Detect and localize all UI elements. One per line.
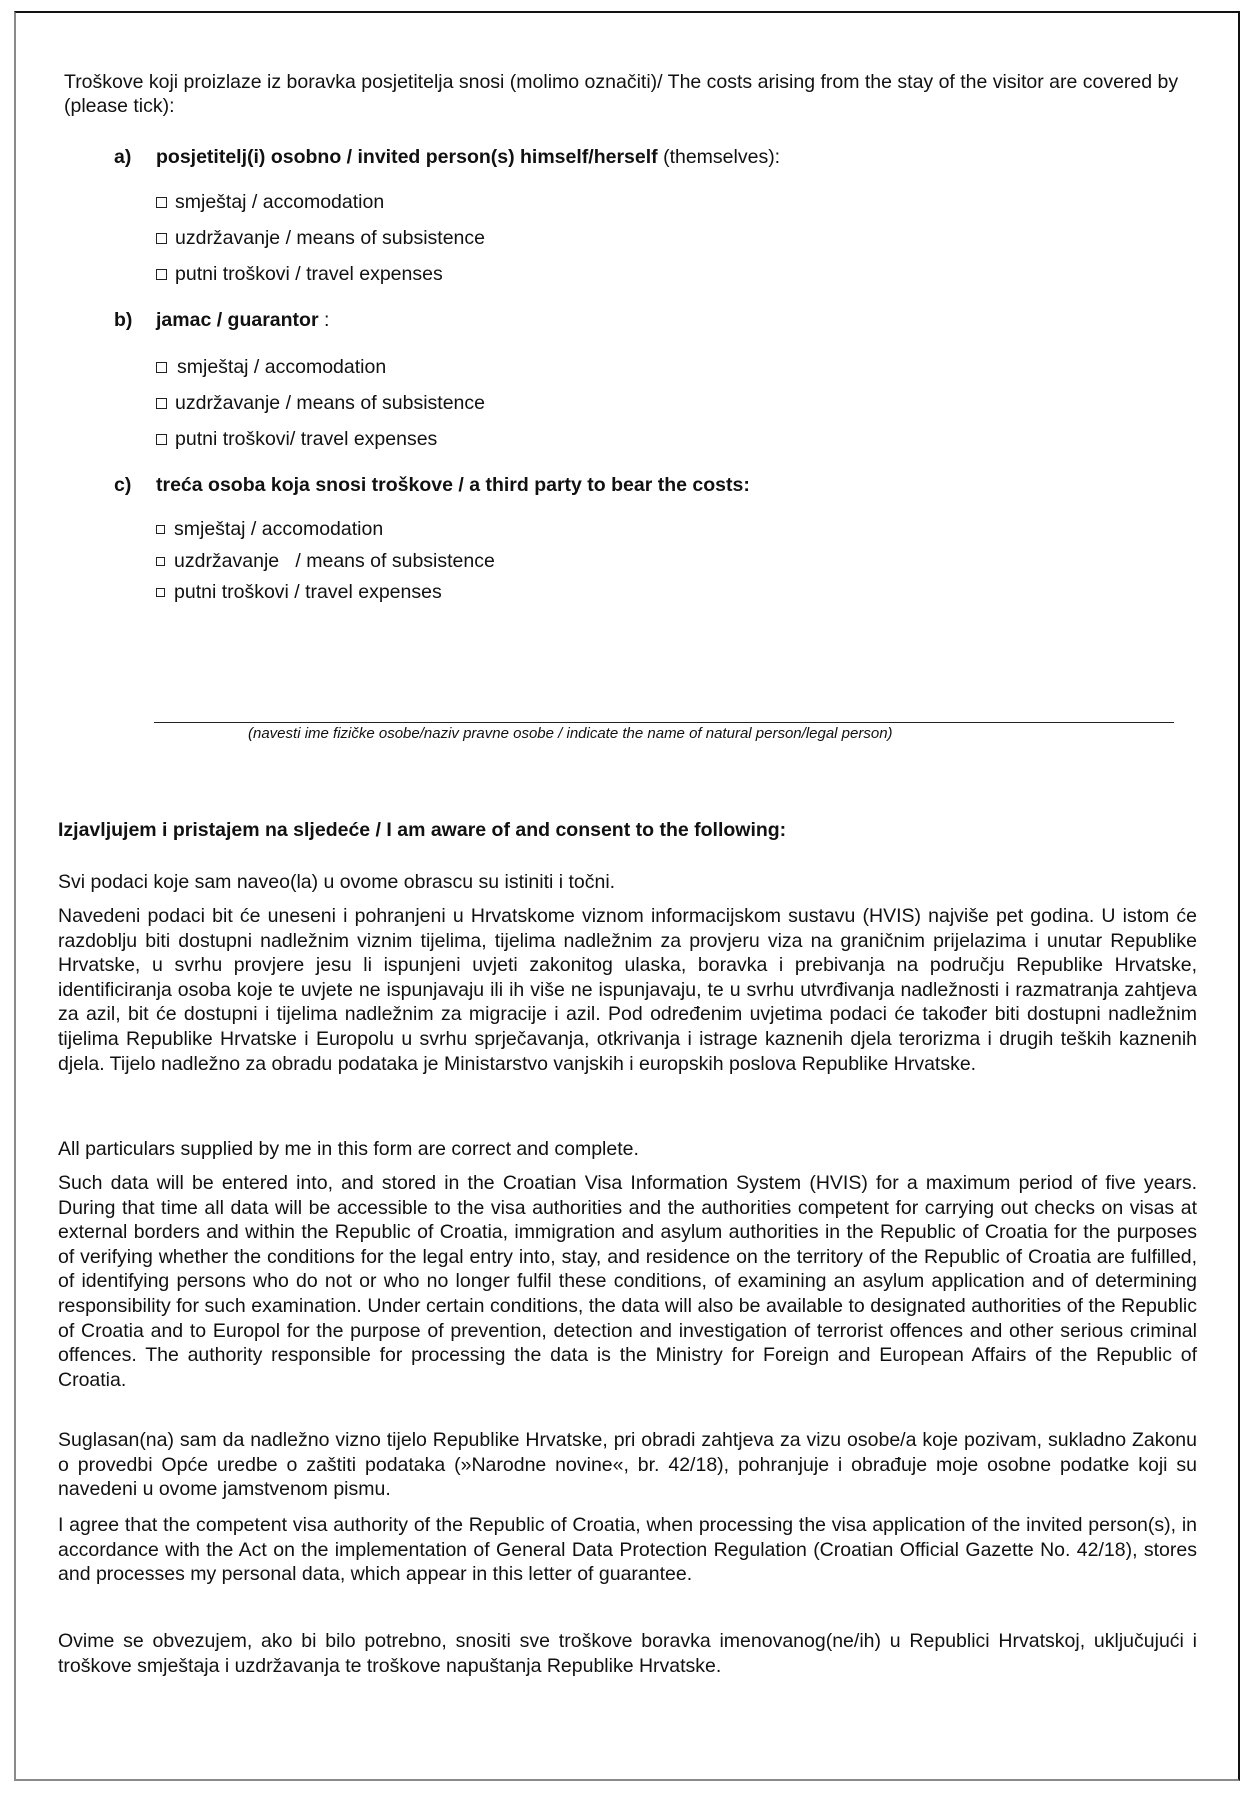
checkbox-empty-icon[interactable]: [156, 197, 167, 208]
option-b-subsistence[interactable]: [156, 392, 485, 415]
option-a-accommodation[interactable]: [156, 191, 384, 214]
consent-paragraph-hr-hvis: Navedeni podaci bit će uneseni i pohranjeni u Hrvatskome viznom informacijskom sustavu (HVIS) najviše pet godina. U istom će razdoblju biti dostupni nadležnim viznim tijelima, tijelima nadležnim za provjeru viza na graničnim prijelazima i unutar Republike Hrvatske, u svrhu provjere jesu li ispunjeni uvjeti zakonitog ulaska, boravka i prebivanja na području Republike Hrvatske, identificiranja osoba koje te uvjete ne ispunjavaju ili ih više ne ispunjavaju, te u svrhu utvrđivanja nadležnosti i razmatranja zahtjeva za azil, bit će dostupni i tijelima nadležnim za migracije i azil. Pod određenim uvjetima podaci će također biti dostupni nadležnim tijelima Republike Hrvatske i Europolu u svrhu sprječavanja, otkrivanja i istrage kaznenih djela terorizma i drugih teških kaznenih djela. Tijelo nadležno za obradu podataka je Ministarstvo vanjskih i europskih poslova Republike Hrvatske.: [58, 905, 1197, 1075]
checkbox-empty-icon[interactable]: [156, 398, 167, 409]
option-label: uzdržavanje / means of subsistence: [174, 550, 495, 572]
option-label: uzdržavanje / means of subsistence: [175, 392, 486, 414]
section-a-title-bold: posjetitelj(i) osobno / invited person(s) himself/herself: [156, 146, 658, 168]
section-b-label: b): [114, 309, 133, 331]
consent-paragraph-en-correct: All particulars supplied by me in this form are correct and complete.: [58, 1138, 639, 1160]
document-page: [14, 11, 1240, 1781]
option-c-accommodation[interactable]: [156, 518, 383, 541]
section-b-title: [156, 309, 329, 332]
checkbox-empty-icon[interactable]: [156, 269, 167, 280]
consent-paragraph-hr-correct: Svi podaci koje sam naveo(la) u ovome obrascu su istiniti i točni.: [58, 871, 616, 893]
section-a-title-rest: (themselves):: [657, 146, 781, 168]
intro-text: Troškove koji proizlaze iz boravka posjetitelja snosi (molimo označiti)/ The costs arising from the stay of the visitor are covered by (please tick):: [64, 71, 1179, 117]
option-label: smještaj / accomodation: [174, 518, 384, 540]
checkbox-empty-icon[interactable]: [156, 362, 167, 373]
option-b-travel[interactable]: [156, 428, 437, 451]
option-label: putni troškovi / travel expenses: [174, 581, 442, 603]
option-label: putni troškovi/ travel expenses: [175, 428, 438, 450]
section-c-title: [156, 474, 750, 497]
option-label: putni troškovi / travel expenses: [175, 263, 443, 285]
section-a-title: [156, 146, 780, 169]
option-label: smještaj / accomodation: [175, 191, 385, 213]
option-label: uzdržavanje / means of subsistence: [175, 227, 486, 249]
option-c-travel[interactable]: [156, 581, 442, 604]
checkbox-empty-icon[interactable]: [156, 434, 167, 445]
checkbox-empty-icon[interactable]: [156, 233, 167, 244]
checkbox-empty-icon[interactable]: [156, 557, 165, 566]
option-a-subsistence[interactable]: [156, 227, 485, 250]
section-b-title-bold: jamac / guarantor: [156, 309, 319, 331]
third-party-name-caption: (navesti ime fizičke osobe/naziv pravne osobe / indicate the name of natural person/legal person): [248, 725, 893, 742]
option-b-accommodation[interactable]: [156, 356, 386, 379]
third-party-name-field[interactable]: [154, 722, 1174, 723]
consent-paragraph-hr-gdpr: Suglasan(na) sam da nadležno vizno tijelo Republike Hrvatske, pri obradi zahtjeva za vizu osobe/a koje pozivam, sukladno Zakonu o provedbi Opće uredbe o zaštiti podataka (»Narodne novine«, br. 42/18), pohranjuje i obrađuje moje osobne podatke koji su navedeni u ovome jamstvenom pismu.: [58, 1429, 1197, 1501]
consent-paragraph-en-gdpr: I agree that the competent visa authority of the Republic of Croatia, when processing the visa application of the invited person(s), in accordance with the Act on the implementation of General Data Protection Regulation (Croatian Official Gazette No. 42/18), stores and processes my personal data, which appear in this letter of guarantee.: [58, 1514, 1197, 1586]
section-a-label: a): [114, 146, 132, 168]
section-c-title-bold: treća osoba koja snosi troškove / a third party to bear the costs:: [156, 474, 750, 496]
checkbox-empty-icon[interactable]: [156, 588, 165, 597]
consent-paragraph-hr-obligation: Ovime se obvezujem, ako bi bilo potrebno, snositi sve troškove boravka imenovanog(ne/ih) u Republici Hrvatskoj, uključujući i troškove smještaja i uzdržavanja te troškove napuštanja Republike Hrvatske.: [58, 1630, 1197, 1677]
consent-heading: Izjavljujem i pristajem na sljedeće / I am aware of and consent to the following:: [58, 819, 787, 841]
section-c-label: c): [114, 474, 132, 496]
option-a-travel[interactable]: [156, 263, 443, 286]
option-label: smještaj / accomodation: [177, 356, 387, 378]
option-c-subsistence[interactable]: [156, 550, 495, 573]
section-b-title-rest: :: [318, 309, 330, 331]
checkbox-empty-icon[interactable]: [156, 525, 165, 534]
consent-paragraph-en-hvis: Such data will be entered into, and stored in the Croatian Visa Information System (HVIS) for a maximum period of five years. During that time all data will be accessible to the visa authorities and the authorities competent for carrying out checks on visas at external borders and within the Republic of Croatia, immigration and asylum authorities in the Republic of Croatia for the purposes of verifying whether the conditions for the legal entry into, stay, and residence on the territory of the Republic of Croatia are fulfilled, of identifying persons who do not or who no longer fulfil these conditions, of examining an asylum application and of determining responsibility for such examination. Under certain conditions, the data will also be available to designated authorities of the Republic of Croatia and to Europol for the purpose of prevention, detection and investigation of terrorist offences and other serious criminal offences. The authority responsible for processing the data is the Ministry for Foreign and European Affairs of the Republic of Croatia.: [58, 1172, 1197, 1391]
